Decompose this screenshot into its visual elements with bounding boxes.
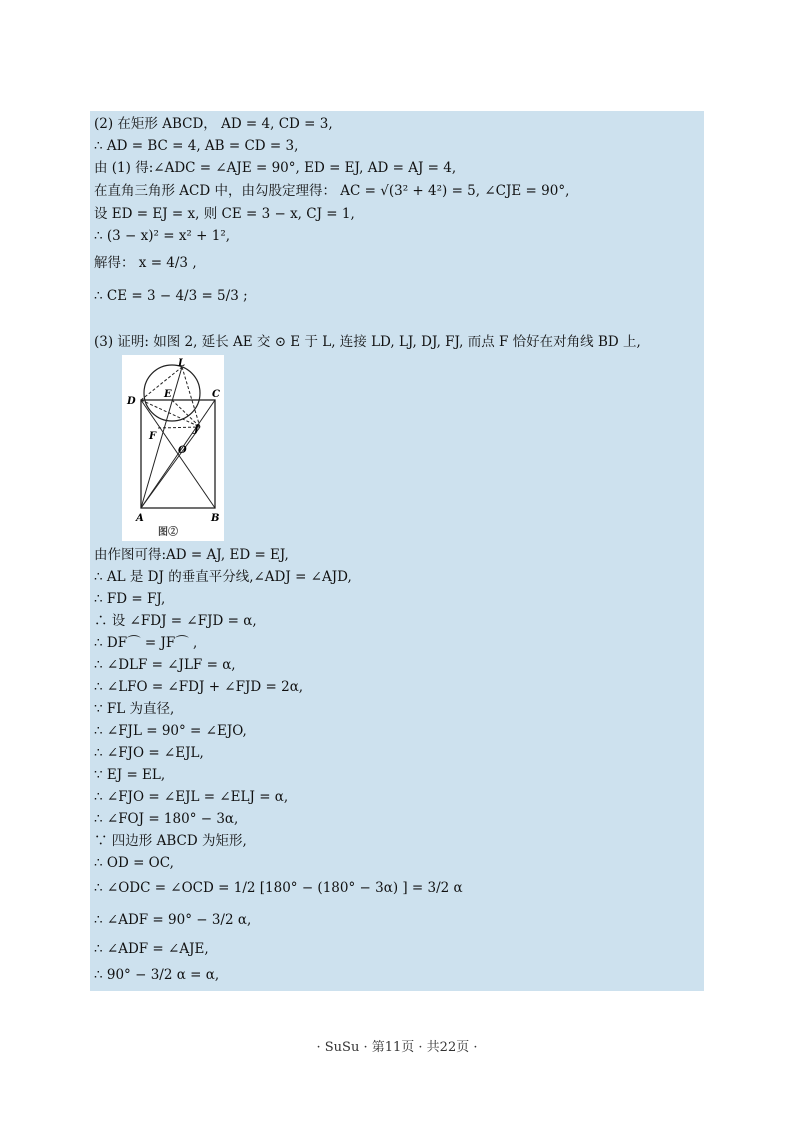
text-line: ∴ ∠DLF = ∠JLF = α, xyxy=(94,657,236,673)
text-line: ∴ ∠FJO = ∠EJL = ∠ELJ = α, xyxy=(94,789,289,805)
figure-caption: 图② xyxy=(158,527,178,538)
text-line: (2) 在矩形 ABCD， AD = 4, CD = 3, xyxy=(94,116,333,132)
label-F: F xyxy=(149,431,157,442)
label-A: A xyxy=(136,513,144,524)
text-line: ∴ FD = FJ, xyxy=(94,591,166,607)
geometry-figure xyxy=(122,355,224,541)
text-line: ∵ EJ = EL, xyxy=(94,767,166,783)
text-line: (3) 证明: 如图 2, 延长 AE 交 ⊙ E 于 L, 连接 LD, LJ, DJ, FJ, 而点 F 恰好在对角线 BD 上, xyxy=(94,334,641,350)
text-line: ∵ 四边形 ABCD 为矩形, xyxy=(94,833,247,849)
text-line: ∵ FL 为直径, xyxy=(94,701,175,717)
text-line: 由 (1) 得:∠ADC = ∠AJE = 90°, ED = EJ, AD = AJ = 4, xyxy=(94,160,457,176)
label-B: B xyxy=(211,513,220,524)
text-line: ∴ ∠ADF = ∠AJE, xyxy=(94,941,209,957)
text-line: ∴ AD = BC = 4, AB = CD = 3, xyxy=(94,138,299,154)
text-line: ∴ 设 ∠FDJ = ∠FJD = α, xyxy=(94,613,257,629)
text-line: ∴ OD = OC, xyxy=(94,855,174,871)
text-line: ∴ (3 − x)² = x² + 1², xyxy=(94,228,231,244)
text-line: ∴ AL 是 DJ 的垂直平分线,∠ADJ = ∠AJD, xyxy=(94,569,352,585)
text-line: ∴ ∠ODC = ∠OCD = 1/2 [180° − (180° − 3α) ] = 3/2 α xyxy=(94,880,463,896)
text-line: ∴ 90° − 3/2 α = α, xyxy=(94,967,220,983)
text-line: ∴ ∠FJO = ∠EJL, xyxy=(94,745,204,761)
text-line: ∴ DF⌒ = JF⌒ , xyxy=(94,635,198,651)
text-line: 由作图可得:AD = AJ, ED = EJ, xyxy=(94,547,289,563)
label-D: D xyxy=(127,396,136,407)
text-line: ∴ CE = 3 − 4/3 = 5/3 ; xyxy=(94,288,248,304)
text-line: ∴ ∠FOJ = 180° − 3α, xyxy=(94,811,239,827)
text-line: ∴ ∠FJL = 90° = ∠EJO, xyxy=(94,723,247,739)
text-line: 设 ED = EJ = x, 则 CE = 3 − x, CJ = 1, xyxy=(94,206,355,222)
page-footer: · SuSu · 第11页 · 共22页 · xyxy=(316,1040,478,1055)
label-J: J xyxy=(194,424,199,435)
text-line: 解得： x = 4/3 , xyxy=(94,255,197,271)
solution-panel xyxy=(90,111,704,991)
text-line: 在直角三角形 ACD 中，由勾股定理得： AC = √(3² + 4²) = 5, ∠CJE = 90°, xyxy=(94,183,570,199)
label-C: C xyxy=(212,389,220,400)
label-L: L xyxy=(178,358,186,369)
label-O: O xyxy=(178,445,187,456)
text-line: ∴ ∠LFO = ∠FDJ + ∠FJD = 2α, xyxy=(94,679,304,695)
label-E: E xyxy=(164,389,172,400)
text-line: ∴ ∠ADF = 90° − 3/2 α, xyxy=(94,912,252,928)
